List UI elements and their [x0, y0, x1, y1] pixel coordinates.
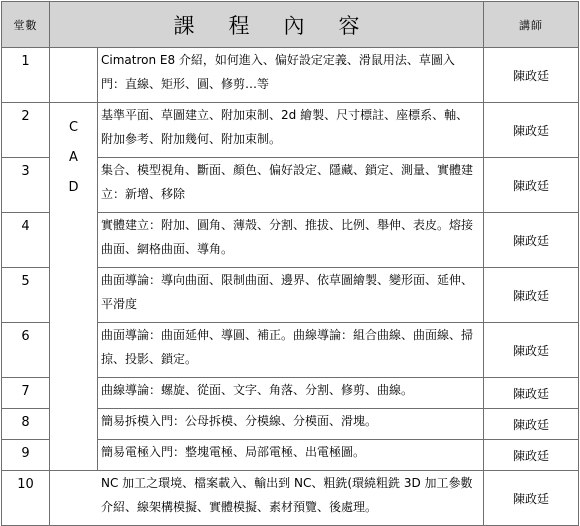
table-row	[2, 268, 579, 323]
session-number: 4	[2, 213, 50, 268]
table-row	[2, 213, 579, 268]
table-row	[2, 48, 579, 103]
teacher-name: 陳政廷	[484, 378, 579, 409]
course-description: NC 加工之環境、檔案載入、輸出到 NC、粗銑(環繞粗銑 3D 加工參數介紹、線架構模擬、實體模擬、素材預覽、後處理。	[50, 471, 484, 526]
session-number: 6	[2, 323, 50, 378]
teacher-name: 陳政廷	[484, 440, 579, 471]
table-row	[2, 103, 579, 158]
session-number: 8	[2, 409, 50, 440]
session-number: 5	[2, 268, 50, 323]
course-description: 曲面導論：導向曲面、限制曲面、邊界、依草圖繪製、變形面、延伸、平滑度	[98, 268, 484, 323]
course-description: 基準平面、草圖建立、附加束制、2d 繪製、尺寸標註、座標系、軸、附加參考、附加幾何、附加束制。	[98, 103, 484, 158]
header-row	[2, 2, 579, 48]
course-description: 曲面導論：曲面延伸、導圓、補正。曲線導論：組合曲線、曲面線、掃掠、投影、鎖定。	[98, 323, 484, 378]
teacher-name: 陳政廷	[484, 471, 579, 526]
course-table	[1, 1, 579, 526]
course-description: 簡易拆模入門：公母拆模、分模線、分模面、滑塊。	[98, 409, 484, 440]
session-number: 9	[2, 440, 50, 471]
category-letter: A	[69, 149, 78, 165]
teacher-name: 陳政廷	[484, 409, 579, 440]
header-content: 課程內容	[50, 2, 484, 48]
session-number: 3	[2, 158, 50, 213]
session-number: 7	[2, 378, 50, 409]
category-cell	[50, 378, 98, 409]
teacher-name: 陳政廷	[484, 103, 579, 158]
category-label	[50, 103, 98, 213]
header-teacher: 講師	[484, 2, 579, 48]
session-number: 10	[2, 471, 50, 526]
teacher-name: 陳政廷	[484, 323, 579, 378]
category-cell	[50, 213, 98, 268]
category-letter: D	[68, 179, 79, 195]
course-description: 曲線導論：螺旋、從面、文字、角落、分割、修剪、曲線。	[98, 378, 484, 409]
header-session: 堂數	[2, 2, 50, 48]
teacher-name: 陳政廷	[484, 268, 579, 323]
category-letter: C	[68, 119, 79, 135]
category-cell	[50, 409, 98, 440]
category-cell	[50, 48, 98, 103]
table-row	[2, 440, 579, 471]
course-description: 集合、模型視角、斷面、顏色、偏好設定、隱藏、鎖定、測量、實體建立：新增、移除	[98, 158, 484, 213]
category-cell	[50, 268, 98, 323]
table-row	[2, 471, 579, 526]
table-row	[2, 378, 579, 409]
course-description: 實體建立：附加、圓角、薄殼、分割、推拔、比例、舉伸、表皮。熔接曲面、網格曲面、導角。	[98, 213, 484, 268]
session-number: 2	[2, 103, 50, 158]
table-row	[2, 409, 579, 440]
table-row	[2, 323, 579, 378]
category-cell	[50, 323, 98, 378]
course-description: 簡易電極入門：整塊電極、局部電極、出電極圖。	[98, 440, 484, 471]
teacher-name: 陳政廷	[484, 213, 579, 268]
teacher-name: 陳政廷	[484, 48, 579, 103]
course-description: Cimatron E8 介紹，如何進入、偏好設定定義、滑鼠用法、草圖入門：直線、矩形、圓、修剪…等	[98, 48, 484, 103]
category-cell	[50, 440, 98, 471]
course-schedule-sheet	[1, 1, 578, 514]
teacher-name: 陳政廷	[484, 158, 579, 213]
session-number: 1	[2, 48, 50, 103]
